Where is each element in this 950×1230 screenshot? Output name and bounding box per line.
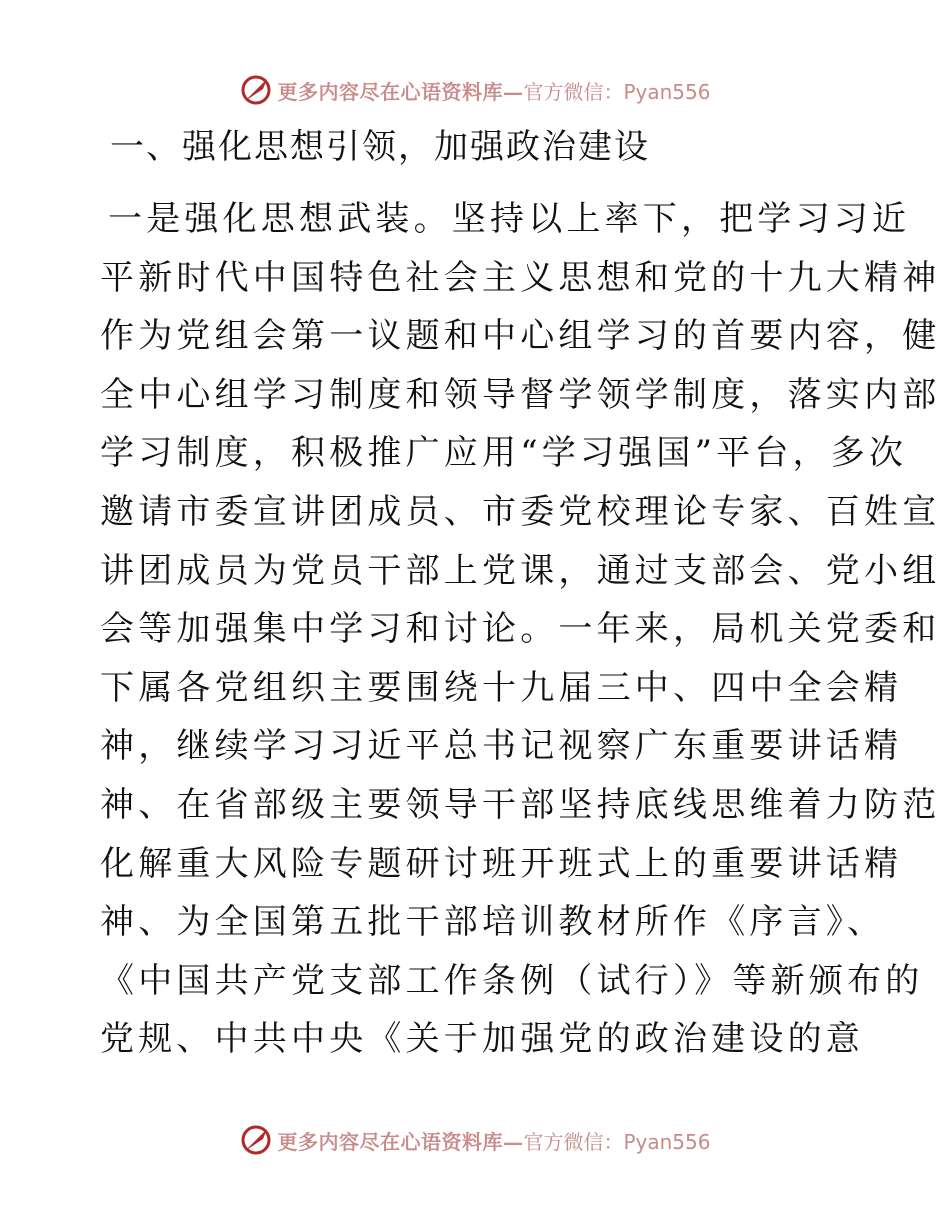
paragraph-line: 全中心组学习制度和领导督学领学制度，落实内部	[100, 374, 941, 415]
paragraph-line: 下属各党组织主要围绕十九届三中、四中全会精	[100, 667, 903, 708]
footer-watermark	[0, 1120, 950, 1160]
watermark-contact: 官方微信：Pyan556	[523, 1129, 711, 1154]
paragraph-line: 邀请市委宣讲团成员、市委党校理论专家、百姓宣	[100, 491, 941, 532]
watermark-text: 更多内容尽在心语资料库—	[277, 79, 524, 104]
paragraph-line: 作为党组会第一议题和中心组学习的首要内容，健	[100, 316, 941, 357]
paragraph-line: 党规、中共中央《关于加强党的政治建设的意	[100, 1019, 864, 1060]
paragraph-line: 神、为全国第五批干部培训教材所作《序言》、	[100, 902, 886, 943]
paragraph-line: 神，继续学习习近平总书记视察广东重要讲话精	[100, 726, 903, 767]
paragraph-line: 化解重大风险专题研讨班开班式上的重要讲话精	[100, 843, 903, 884]
paragraph-line: 神、在省部级主要领导干部坚持底线思维着力防范	[100, 784, 941, 825]
paragraph-line: 《中国共产党支部工作条例（试行）》等新颁布的	[100, 960, 924, 1001]
watermark-text: 更多内容尽在心语资料库—	[277, 1129, 524, 1154]
quill-logo-icon	[239, 73, 273, 107]
watermark-contact: 官方微信：Pyan556	[523, 79, 711, 104]
section-heading: 一、强化思想引领，加强政治建设	[110, 127, 650, 167]
paragraph-line: 平新时代中国特色社会主义思想和党的十九大精神	[100, 257, 941, 298]
header-watermark	[0, 70, 950, 110]
paragraph-line: 讲团成员为党员干部上党课，通过支部会、党小组	[100, 550, 941, 591]
quill-logo-icon	[239, 1123, 273, 1157]
paragraph-line: 学习制度，积极推广应用“学习强国”平台，多次	[100, 433, 908, 474]
paragraph-line: 一是强化思想武装。坚持以上率下，把学习习近	[108, 199, 911, 239]
paragraph-line: 会等加强集中学习和讨论。一年来，局机关党委和	[100, 609, 941, 650]
body-paragraph	[100, 196, 941, 1075]
